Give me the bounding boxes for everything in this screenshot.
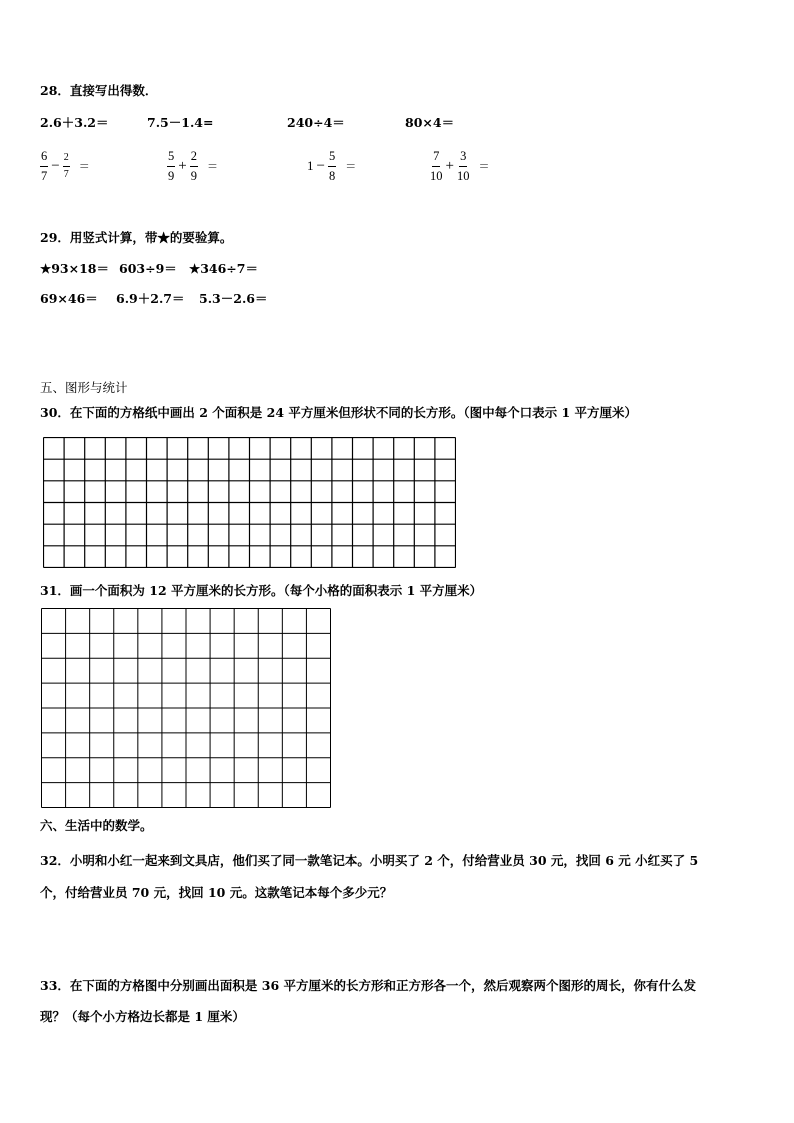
q30-grid-lines [44, 438, 456, 568]
q33-text-line-2: 现？（每个小方格边长都是 1 厘米） [40, 1009, 245, 1024]
equals: ＝ [206, 161, 218, 173]
section-5-heading: 五、图形与统计 [40, 380, 128, 395]
q28-fraction-expr-1 [40, 150, 90, 182]
operator: − [51, 157, 60, 174]
equals: ＝ [345, 161, 357, 173]
numerator: 3 [459, 150, 467, 167]
q29-expr-5: 6.9＋2.7＝ [116, 291, 185, 306]
q30-grid[interactable] [43, 437, 456, 568]
equals: ＝ [478, 161, 490, 173]
q28-expr-1: 2.6＋3.2＝ [40, 115, 109, 130]
operator: + [178, 157, 187, 174]
denominator: 10 [430, 168, 443, 183]
q28-expr-4: 80×4＝ [405, 115, 455, 130]
denominator: 9 [168, 168, 175, 183]
numerator: 5 [167, 150, 175, 167]
q31-grid[interactable] [41, 608, 331, 808]
q31-grid-lines [42, 609, 331, 808]
denominator: 8 [328, 168, 336, 183]
q29-expr-6: 5.3－2.6＝ [199, 291, 268, 306]
q28-title: 28．直接写出得数． [40, 83, 158, 98]
q28-fraction-expr-2 [167, 150, 218, 182]
numerator: 6 [40, 150, 48, 167]
whole-number: 1 [307, 158, 314, 173]
denominator: 7 [41, 168, 48, 183]
equals: ＝ [78, 161, 90, 173]
q29-title: 29．用竖式计算，带★的要验算。 [40, 230, 233, 245]
numerator: 5 [328, 150, 336, 167]
q32-text-line-1: 32．小明和小红一起来到文具店，他们买了同一款笔记本。小明买了 2 个，付给营业员 30 元，找回 6 元 小红买了 5 [40, 853, 699, 868]
q28-expr-3: 240÷4＝ [287, 115, 345, 130]
q29-expr-1: ★93×18＝ [40, 261, 109, 276]
q28-fraction-expr-3 [307, 150, 356, 182]
q28-fraction-expr-4 [430, 150, 489, 182]
section-6-heading: 六、生活中的数学。 [40, 818, 153, 833]
numerator: 2 [63, 153, 70, 167]
q28-expr-2: 7.5－1.4= [147, 115, 214, 130]
denominator: 9 [190, 168, 197, 183]
operator: − [316, 157, 325, 174]
numerator: 7 [432, 150, 440, 167]
q29-expr-2: 603÷9＝ [119, 261, 177, 276]
q29-expr-4: 69×46＝ [40, 291, 98, 306]
q29-expr-3: ★346÷7＝ [189, 261, 258, 276]
q33-text-line-1: 33．在下面的方格图中分别画出面积是 36 平方厘米的长方形和正方形各一个，然后观察两个图形的周长，你有什么发 [40, 978, 696, 993]
q32-text-line-2: 个，付给营业员 70 元，找回 10 元。这款笔记本每个多少元？ [40, 885, 393, 900]
denominator: 10 [456, 168, 470, 183]
denominator: 7 [63, 168, 69, 180]
q30-title: 30．在下面的方格纸中画出 2 个面积是 24 平方厘米但形状不同的长方形。（图中每个口表示 1 平方厘米） [40, 405, 638, 420]
operator: + [445, 157, 454, 174]
q31-title: 31．画一个面积为 12 平方厘米的长方形。（每个小格的面积表示 1 平方厘米） [40, 583, 483, 598]
numerator: 2 [190, 150, 198, 167]
